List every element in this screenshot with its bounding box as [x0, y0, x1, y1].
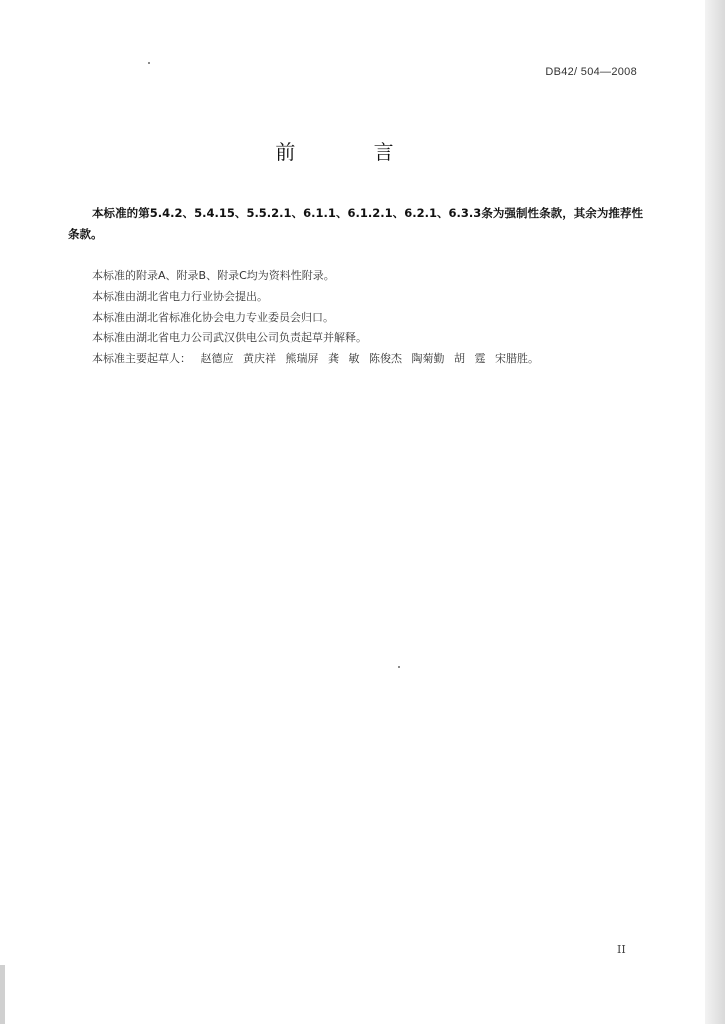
scan-speck — [398, 666, 400, 668]
scan-speck — [148, 62, 150, 64]
section-title: 前 言 — [275, 140, 430, 164]
main-drafters-statement: 本标准主要起草人： 赵德应 黄庆祥 熊瑞屏 龚 敏 陈俊杰 陶菊勤 胡 霆 宋腊胜。 — [92, 352, 539, 366]
proposer-statement: 本标准由湖北省电力行业协会提出。 — [92, 289, 268, 303]
foreword-info-list — [92, 266, 652, 370]
scan-edge-mark — [0, 965, 5, 1024]
scan-edge-shadow — [705, 0, 725, 1024]
appendix-statement: 本标准的附录A、附录B、附录C均为资料性附录。 — [92, 269, 335, 282]
document-code: DB42/ 504—2008 — [545, 66, 637, 78]
mandatory-clauses-paragraph: 本标准的第5.4.2、5.4.15、5.5.2.1、6.1.1、6.1.2.1、6.2.1、6.3.3条为强制性条款，其余为推荐性条款。 — [68, 206, 643, 241]
page-number: II — [617, 943, 626, 956]
centralized-unit-statement: 本标准由湖北省标准化协会电力专业委员会归口。 — [92, 310, 334, 324]
drafting-unit-statement: 本标准由湖北省电力公司武汉供电公司负责起草并解释。 — [92, 331, 367, 345]
